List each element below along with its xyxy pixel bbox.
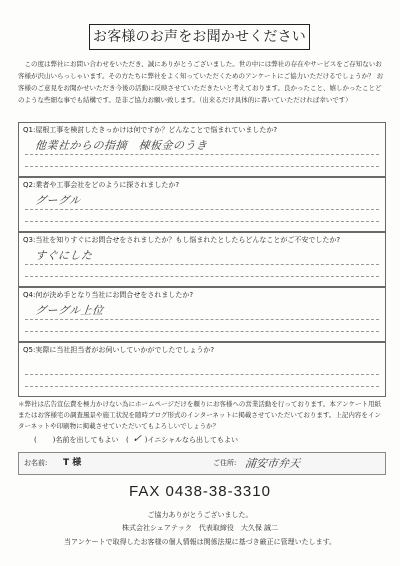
customer-name: T 様 [63, 458, 82, 468]
answer-line [25, 154, 379, 155]
question-label: Q5:実際に当社担当者がお伺いしていかがでしたでしょうか? [23, 346, 215, 354]
handwritten-answer: すぐにした [34, 249, 94, 262]
question-block-4 [18, 287, 386, 342]
answer-line [25, 221, 379, 222]
question-block-5 [18, 342, 386, 397]
answer-line [25, 166, 379, 167]
question-label: Q2:業者や工事会社をどのように探されましたか? [23, 181, 180, 189]
name-label: お名前: [24, 459, 48, 467]
answer-line [25, 386, 379, 387]
paren-open: ( [126, 436, 129, 444]
question-block-3 [18, 232, 386, 287]
check-mark: ✓ [131, 432, 143, 445]
address-label: ご住所: [213, 459, 237, 467]
paren-close: ) [52, 436, 56, 444]
thanks-text: ご協力ありがとうございました。 [147, 511, 253, 519]
answer-line [25, 276, 379, 277]
handwritten-answer: 他業社からの指摘 棟板金のうき [34, 139, 209, 152]
publication-notice: ＊弊社は広告宣伝費を極力かけない為にホームページだけを頼りにお客様への営業活動を行っております。本アンケート用紙またはお客様宅の調査風景や施工状況を随時ブログ形式のインターネットに掲載させていただいております。上記内容をインターネットや印刷物に掲載させていただいてもよろしいでしょうか？ [18, 400, 381, 430]
handwritten-answer: グーグル上位 [34, 304, 105, 317]
answer-line [25, 331, 379, 332]
question-label: Q3:当社を知りすぐにお問合せをされましたか？もし悩まれたとしたらどんなことがご不安でしたか? [23, 236, 341, 244]
answer-line [25, 264, 379, 265]
consent-option-label: 名前を出してもよい [55, 436, 119, 444]
customer-info-box [18, 452, 386, 475]
fax-number: FAX 0438-38-3310 [129, 483, 271, 500]
handwritten-answer: グーグル [34, 194, 82, 207]
survey-title: お客様のお声をお聞かせください [89, 24, 310, 50]
intro-paragraph: この度は弊社にお問い合わせをいただき、誠にありがとうございました。世の中には弊社の存在やサービスをご存知ないお客様が沢山いらっしゃいます。その方たちに弊社をよく知っていただくためのアンケートにご協力いただけるでしょうか？ お客様のご意見をお聞かせいただき今後の活動に反映させていただきたいと考えております。良かったこと、嬉しかったことどのような些細な事でも結構です。是非ご協力お願い致します。（出来るだけ具体的に書いていただければ幸いです） [18, 60, 384, 104]
answer-line [25, 374, 379, 375]
question-label: Q4:何が決め手となり当社にお問合せをされましたか? [23, 291, 194, 299]
privacy-statement: 当アンケートで取得したお客様の個人情報は関係法規に基づき厳正に管理いたします。 [63, 538, 337, 546]
consent-option-name [34, 434, 118, 446]
paren-open: ( [34, 436, 37, 444]
customer-address: 浦安市弁天 [244, 457, 301, 470]
question-label: Q1:屋根工事を検討したきっかけは何ですか？どんなことで悩まれていましたか? [23, 126, 278, 134]
answer-line [25, 319, 379, 320]
consent-option-initials [126, 434, 238, 446]
company-signature: 株式会社シェアテック 代表取締役 大久保 誠二 [121, 524, 279, 532]
answer-line [25, 209, 379, 210]
consent-option-label: イニシャルなら出してもよい [147, 436, 239, 444]
question-block-1 [18, 122, 386, 177]
paren-close: ) [144, 436, 148, 444]
question-block-2 [18, 177, 386, 232]
